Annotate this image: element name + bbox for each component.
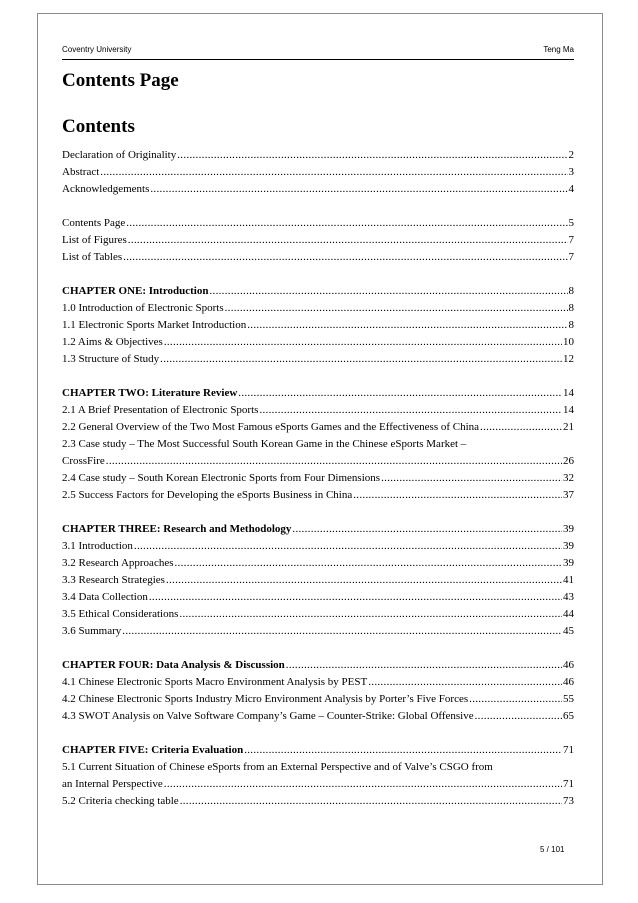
toc-entry[interactable] <box>62 300 574 317</box>
toc-entry-label: Abstract <box>62 166 100 178</box>
toc-entry-label: 5.2 Criteria checking table <box>62 795 179 807</box>
toc-page-number: 55 <box>563 693 574 705</box>
toc-entry-label: 4.1 Chinese Electronic Sports Macro Environment Analysis by PEST <box>62 676 368 688</box>
toc-page-number: 46 <box>563 676 574 688</box>
toc-entry[interactable] <box>62 334 574 351</box>
toc-dot-leader <box>106 453 562 470</box>
toc-entry-label: 2.5 Success Factors for Developing the eSports Business in China <box>62 489 353 501</box>
toc-entry[interactable] <box>62 674 574 691</box>
toc-entry[interactable] <box>62 317 574 334</box>
toc-page-number: 39 <box>563 540 574 552</box>
toc-entry[interactable] <box>62 623 574 640</box>
toc-entry[interactable] <box>62 606 574 623</box>
toc-dot-leader <box>123 249 567 266</box>
toc-page-number: 21 <box>563 421 574 433</box>
toc-entry-label: 1.2 Aims & Objectives <box>62 336 163 348</box>
toc-entry-label-continued: an Internal Perspective <box>62 778 163 790</box>
toc-group-gap <box>62 368 574 385</box>
toc-page-number: 8 <box>568 285 574 297</box>
toc-entry-label: Contents Page <box>62 217 126 229</box>
toc-entry-label: CHAPTER FIVE: Criteria Evaluation <box>62 744 244 756</box>
toc-page-number: 41 <box>563 574 574 586</box>
toc-entry-label: 2.2 General Overview of the Two Most Famous eSports Games and the Effectiveness of China <box>62 421 480 433</box>
page-number: 5 / 101 <box>540 845 565 854</box>
toc-entry-label: List of Figures <box>62 234 127 246</box>
toc-entry[interactable] <box>62 708 574 725</box>
toc-page-number: 39 <box>563 557 574 569</box>
toc-entry[interactable] <box>62 470 574 487</box>
toc-page-number: 65 <box>563 710 574 722</box>
toc-entry[interactable] <box>62 691 574 708</box>
toc-entry-label[interactable]: 2.3 Case study – The Most Successful South Korean Game in the Chinese eSports Market – <box>62 438 467 450</box>
toc-page-number: 12 <box>563 353 574 365</box>
toc-dot-leader <box>259 402 562 419</box>
toc-dot-leader <box>134 538 562 555</box>
toc-page-number: 8 <box>568 302 574 314</box>
toc-entry-label: 2.1 A Brief Presentation of Electronic Sports <box>62 404 259 416</box>
toc-dot-leader <box>381 470 562 487</box>
page-title: Contents Page <box>62 70 179 91</box>
toc-entry-label: 3.3 Research Strategies <box>62 574 165 586</box>
toc-group-gap <box>62 266 574 283</box>
toc-entry-label: Declaration of Originality <box>62 149 177 161</box>
toc-entry-label: 4.2 Chinese Electronic Sports Industry Micro Environment Analysis by Porter’s Five Forces <box>62 693 469 705</box>
toc-chapter-entry[interactable] <box>62 385 574 402</box>
toc-page-number: 4 <box>568 183 574 195</box>
toc-entry[interactable] <box>62 589 574 606</box>
toc-page-number: 32 <box>563 472 574 484</box>
toc-dot-leader <box>238 385 562 402</box>
toc-chapter-entry[interactable] <box>62 521 574 538</box>
toc-group-gap <box>62 198 574 215</box>
toc-page-number: 7 <box>568 251 574 263</box>
toc-entry-label: 2.4 Case study – South Korean Electronic Sports from Four Dimensions <box>62 472 381 484</box>
toc-page-number: 46 <box>563 659 574 671</box>
toc-page-number: 14 <box>563 387 574 399</box>
toc-entry[interactable] <box>62 147 574 164</box>
header-rule <box>62 59 574 60</box>
toc-page-number: 2 <box>568 149 574 161</box>
toc-heading: Contents <box>62 116 135 137</box>
toc-page-number: 44 <box>563 608 574 620</box>
toc-entry[interactable] <box>62 555 574 572</box>
toc-page-number: 73 <box>563 795 574 807</box>
toc-dot-leader <box>475 708 562 725</box>
toc-dot-leader <box>175 555 563 572</box>
toc-entry[interactable] <box>62 453 574 470</box>
toc-dot-leader <box>469 691 562 708</box>
toc-dot-leader <box>177 147 567 164</box>
toc-dot-leader <box>126 215 567 232</box>
toc-entry-label: 1.3 Structure of Study <box>62 353 160 365</box>
toc-page-number: 45 <box>563 625 574 637</box>
toc-entry-label: 3.5 Ethical Considerations <box>62 608 179 620</box>
toc-entry-label[interactable]: 5.1 Current Situation of Chinese eSports from an External Perspective and of Valve’s CSGO from <box>62 761 493 773</box>
toc-chapter-entry[interactable] <box>62 657 574 674</box>
toc-chapter-entry[interactable] <box>62 742 574 759</box>
toc-page-number: 71 <box>563 744 574 756</box>
toc-dot-leader <box>247 317 567 334</box>
toc-entry-label: 1.0 Introduction of Electronic Sports <box>62 302 224 314</box>
toc-entry-label: 3.1 Introduction <box>62 540 133 552</box>
toc-chapter-entry[interactable] <box>62 283 574 300</box>
toc-page-number: 71 <box>563 778 574 790</box>
toc-dot-leader <box>164 776 562 793</box>
toc-dot-leader <box>164 334 562 351</box>
toc-entry-label: CHAPTER ONE: Introduction <box>62 285 209 297</box>
toc-entry-label: 3.4 Data Collection <box>62 591 148 603</box>
toc-entry[interactable] <box>62 419 574 436</box>
toc-group-gap <box>62 640 574 657</box>
toc-dot-leader <box>122 623 562 640</box>
header-author: Teng Ma <box>543 45 574 54</box>
toc-entry[interactable] <box>62 232 574 249</box>
toc-entry[interactable] <box>62 164 574 181</box>
toc-entry-label: CHAPTER THREE: Research and Methodology <box>62 523 292 535</box>
running-header <box>62 45 574 54</box>
toc-dot-leader <box>100 164 567 181</box>
toc-dot-leader <box>225 300 568 317</box>
toc-dot-leader <box>160 351 562 368</box>
toc-dot-leader <box>166 572 562 589</box>
toc-entry-label: Acknowledgements <box>62 183 150 195</box>
toc-page-number: 5 <box>568 217 574 229</box>
toc-dot-leader <box>128 232 568 249</box>
toc-entry-label: 1.1 Electronic Sports Market Introduction <box>62 319 247 331</box>
toc-entry-label: 4.3 SWOT Analysis on Valve Software Company’s Game – Counter-Strike: Global Offensive <box>62 710 474 722</box>
toc-dot-leader <box>480 419 562 436</box>
toc-dot-leader <box>244 742 562 759</box>
toc-entry[interactable] <box>62 572 574 589</box>
toc-dot-leader <box>150 181 567 198</box>
toc-entry-label-continued: CrossFire <box>62 455 105 467</box>
toc-entry-label: 3.2 Research Approaches <box>62 557 174 569</box>
toc-dot-leader <box>286 657 562 674</box>
toc-dot-leader <box>180 793 562 810</box>
toc-entry[interactable] <box>62 249 574 266</box>
toc-entry[interactable] <box>62 538 574 555</box>
toc-dot-leader <box>209 283 567 300</box>
table-of-contents <box>62 147 574 810</box>
toc-page-number: 39 <box>563 523 574 535</box>
toc-dot-leader <box>368 674 562 691</box>
toc-entry-label: List of Tables <box>62 251 123 263</box>
header-institution: Coventry University <box>62 45 132 54</box>
toc-page-number: 8 <box>568 319 574 331</box>
toc-entry[interactable] <box>62 215 574 232</box>
toc-entry[interactable] <box>62 181 574 198</box>
toc-dot-leader <box>353 487 562 504</box>
toc-entry-label: 3.6 Summary <box>62 625 122 637</box>
toc-page-number: 14 <box>563 404 574 416</box>
toc-dot-leader <box>179 606 562 623</box>
toc-entry[interactable] <box>62 487 574 504</box>
toc-page-number: 10 <box>563 336 574 348</box>
toc-group-gap <box>62 725 574 742</box>
toc-entry[interactable] <box>62 402 574 419</box>
toc-dot-leader <box>149 589 562 606</box>
toc-entry-label: CHAPTER FOUR: Data Analysis & Discussion <box>62 659 285 671</box>
toc-page-number: 3 <box>568 166 574 178</box>
toc-page-number: 7 <box>568 234 574 246</box>
toc-entry-label: CHAPTER TWO: Literature Review <box>62 387 238 399</box>
toc-entry[interactable] <box>62 793 574 810</box>
toc-page-number: 26 <box>563 455 574 467</box>
toc-entry[interactable] <box>62 776 574 793</box>
toc-dot-leader <box>292 521 562 538</box>
toc-page-number: 43 <box>563 591 574 603</box>
toc-entry[interactable] <box>62 351 574 368</box>
toc-group-gap <box>62 504 574 521</box>
toc-page-number: 37 <box>563 489 574 501</box>
